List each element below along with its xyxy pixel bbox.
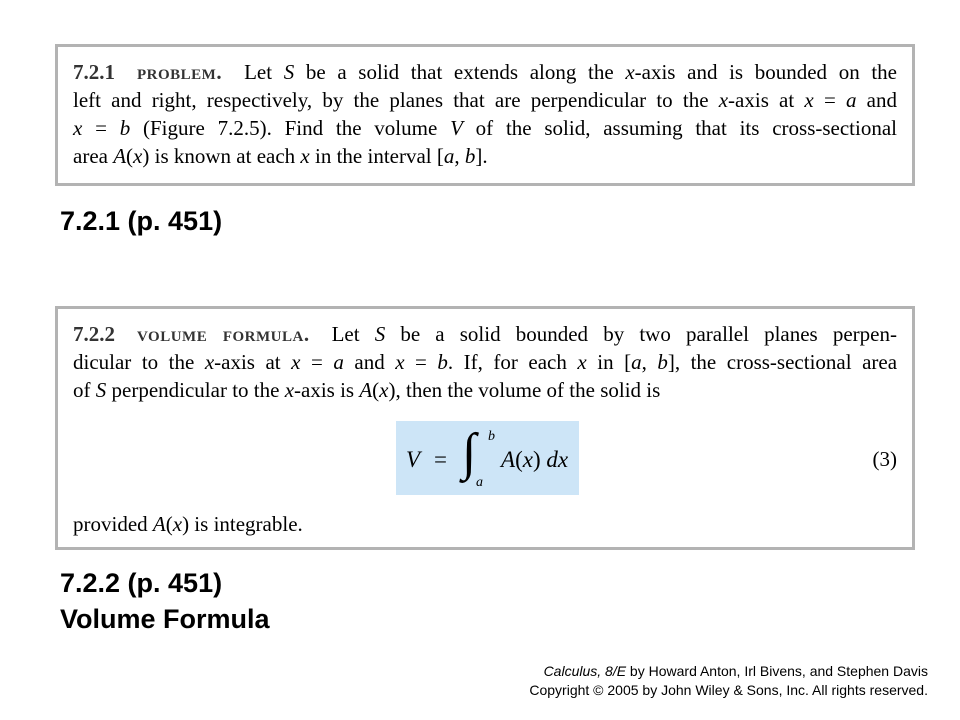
- math-variable: a: [333, 350, 344, 374]
- credit-line-1: [544, 662, 928, 680]
- credit-line-2: Copyright © 2005 by John Wiley & Sons, Inc. All rights reserved.: [529, 682, 928, 698]
- math-variable: x: [284, 378, 295, 402]
- problem-line-1: [73, 59, 897, 85]
- math-variable: a: [443, 144, 455, 168]
- equation-number: (3): [872, 447, 897, 471]
- caption-problem: 7.2.1 (p. 451): [60, 206, 223, 236]
- text-run: ,: [641, 350, 658, 374]
- math-variable: x: [718, 88, 729, 112]
- math-variable: x: [625, 60, 635, 84]
- integral-sign: ∫: [462, 424, 477, 481]
- math-variable: S: [283, 60, 295, 84]
- math-variable: x: [577, 350, 587, 374]
- math-variable: x: [291, 350, 301, 374]
- problem-heading: problem.: [137, 60, 223, 84]
- text-run: of: [73, 378, 96, 402]
- text-run: in [: [586, 350, 632, 374]
- math-variable: x: [73, 116, 83, 140]
- math-variable: a: [631, 350, 642, 374]
- text-run: and: [856, 88, 897, 112]
- formula-heading: volume formula.: [137, 322, 310, 346]
- problem-number: 7.2.1: [73, 60, 115, 84]
- math-variable: b: [464, 144, 476, 168]
- text-run: perpendicular to the: [106, 378, 285, 402]
- text-run: Let: [331, 322, 375, 346]
- text-run: ,: [454, 144, 465, 168]
- formula-lhs: V: [406, 447, 421, 472]
- book-title: Calculus, 8/E: [543, 663, 627, 679]
- formula-highlight: [396, 421, 579, 495]
- math-variable: V: [450, 116, 463, 140]
- math-variable: x: [133, 144, 143, 168]
- text-run: (: [372, 378, 380, 402]
- text-run: ) is integrable.: [182, 512, 303, 536]
- formula-line-2: [73, 349, 897, 375]
- math-variable: x: [804, 88, 814, 112]
- text-run: dicular to the: [73, 350, 205, 374]
- text-run: -axis at: [728, 88, 805, 112]
- formula-closing: [73, 511, 897, 537]
- problem-box: [55, 44, 915, 186]
- problem-line-3: [73, 115, 897, 141]
- text-run: of the solid, assuming that its cross-sectional: [462, 116, 897, 140]
- text-run: (: [126, 144, 134, 168]
- text-run: -axis and is bounded on the: [634, 60, 898, 84]
- caption-formula-title: Volume Formula: [60, 604, 270, 634]
- text-run: (Figure 7.2.5). Find the volume: [130, 116, 451, 140]
- book-authors: by Howard Anton, Irl Bivens, and Stephen Davis: [626, 663, 928, 679]
- text-run: . If, for each: [447, 350, 578, 374]
- integrand: A(x) dx: [501, 447, 569, 472]
- text-run: ].: [475, 144, 488, 168]
- formula-line-3: [73, 377, 897, 403]
- text-run: -axis at: [214, 350, 292, 374]
- math-variable: S: [374, 322, 386, 346]
- math-variable: x: [379, 378, 389, 402]
- math-variable: b: [437, 350, 448, 374]
- text-run: and: [343, 350, 396, 374]
- math-variable: A: [113, 144, 127, 168]
- text-run: area: [73, 144, 114, 168]
- math-variable: x: [300, 144, 310, 168]
- text-run: be a solid that extends along the: [294, 60, 626, 84]
- math-variable: b: [657, 350, 668, 374]
- text-run: ], the cross-sectional area: [667, 350, 898, 374]
- text-run: =: [82, 116, 120, 140]
- text-run: be a solid bounded by two parallel planes perpen-: [385, 322, 897, 346]
- math-variable: A: [152, 512, 166, 536]
- math-variable: x: [172, 512, 183, 536]
- math-variable: S: [95, 378, 107, 402]
- math-variable: a: [845, 88, 857, 112]
- text-run: in the interval [: [309, 144, 444, 168]
- integral-lower-bound: a: [476, 475, 483, 490]
- math-variable: A: [359, 378, 373, 402]
- caption-formula: 7.2.2 (p. 451): [60, 568, 223, 598]
- text-run: =: [404, 350, 438, 374]
- math-variable: x: [395, 350, 405, 374]
- integral-upper-bound: b: [488, 429, 495, 444]
- formula-line-1: [73, 321, 897, 347]
- text-run: provided: [73, 512, 153, 536]
- problem-line-4: [73, 143, 897, 169]
- text-run: =: [300, 350, 334, 374]
- text-run: -axis is: [294, 378, 360, 402]
- volume-integral: [406, 424, 576, 491]
- text-run: left and right, respectively, by the planes that are perpendicular to the: [73, 88, 719, 112]
- math-variable: x: [204, 350, 215, 374]
- formula-equals: =: [434, 447, 447, 472]
- text-run: =: [813, 88, 846, 112]
- formula-number: 7.2.2: [73, 322, 115, 346]
- text-run: (: [165, 512, 173, 536]
- math-variable: b: [119, 116, 131, 140]
- problem-line-2: [73, 87, 897, 113]
- text-run: ) is known at each: [142, 144, 301, 168]
- text-run: ), then the volume of the solid is: [388, 378, 661, 402]
- formula-box: [55, 306, 915, 550]
- text-run: Let: [244, 60, 284, 84]
